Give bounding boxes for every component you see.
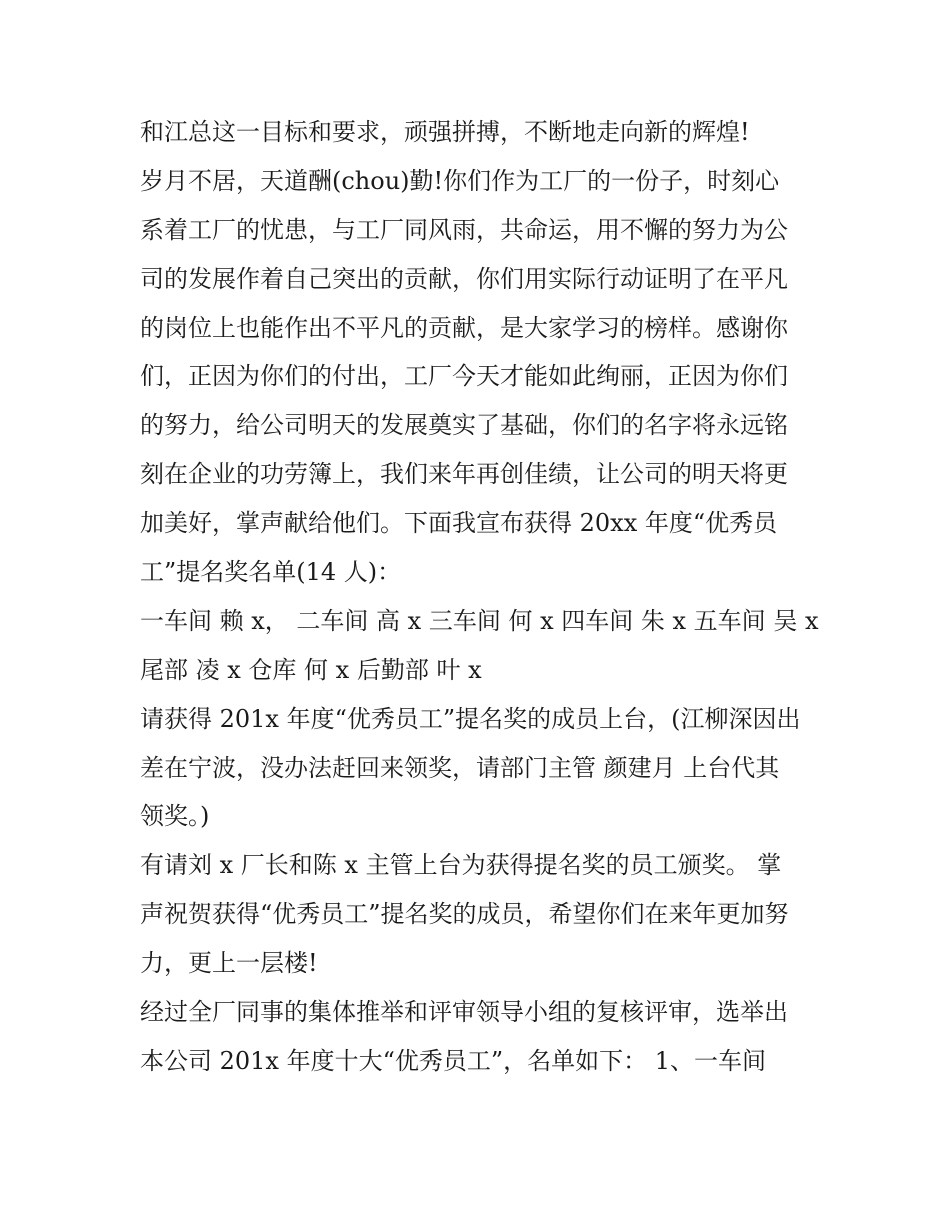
text-line-3: 系着工厂的忧患，与工厂同风雨，共命运，用不懈的努力为公 [140, 215, 788, 244]
text-line-10: 工”提名奖名单(14 人)： [140, 558, 402, 587]
text-line-9: 加美好，掌声献给他们。下面我宣布获得 20xx 年度“优秀员 [140, 509, 778, 538]
text-line-6: 们，正因为你们的付出，工厂今天才能如此绚丽，正因为你们 [140, 362, 788, 391]
body-text [140, 108, 820, 1086]
text-line-19: 经过全厂同事的集体推举和评审领导小组的复核评审，选举出 [140, 998, 788, 1027]
text-line-18: 力，更上一层楼! [140, 949, 318, 978]
text-line-13: 请获得 201x 年度“优秀员工”提名奖的成员上台，(江柳深因出 [140, 704, 801, 733]
text-line-14: 差在宁波，没办法赶回来领奖，请部门主管 颜建月 上台代其 [140, 753, 780, 782]
text-line-2: 岁月不居，天道酬(chou)勤!你们作为工厂的一份子，时刻心 [140, 166, 780, 195]
text-line-17: 声祝贺获得“优秀员工”提名奖的成员，希望你们在来年更加努 [140, 900, 789, 929]
text-line-15: 领奖。) [140, 802, 210, 831]
text-line-4: 司的发展作着自己突出的贡献，你们用实际行动证明了在平凡 [140, 264, 788, 293]
text-line-1: 和江总这一目标和要求，顽强拼搏，不断地走向新的辉煌! [140, 118, 750, 146]
text-line-16: 有请刘 x 厂长和陈 x 主管上台为获得提名奖的员工颁奖。 掌 [140, 851, 782, 880]
text-line-20: 本公司 201x 年度十大“优秀员工”，名单如下： 1、一车间 [140, 1046, 767, 1075]
text-line-11: 一车间 赖 x， 二车间 高 x 三车间 何 x 四车间 朱 x 五车间 吴 x [140, 606, 819, 635]
text-line-5: 的岗位上也能作出不平凡的贡献，是大家学习的榜样。感谢你 [140, 313, 788, 342]
text-line-12: 尾部 凌 x 仓库 何 x 后勤部 叶 x [140, 655, 482, 684]
text-line-7: 的努力，给公司明天的发展奠实了基础，你们的名字将永远铭 [140, 411, 788, 440]
text-line-8: 刻在企业的功劳簿上，我们来年再创佳绩，让公司的明天将更 [140, 460, 788, 489]
